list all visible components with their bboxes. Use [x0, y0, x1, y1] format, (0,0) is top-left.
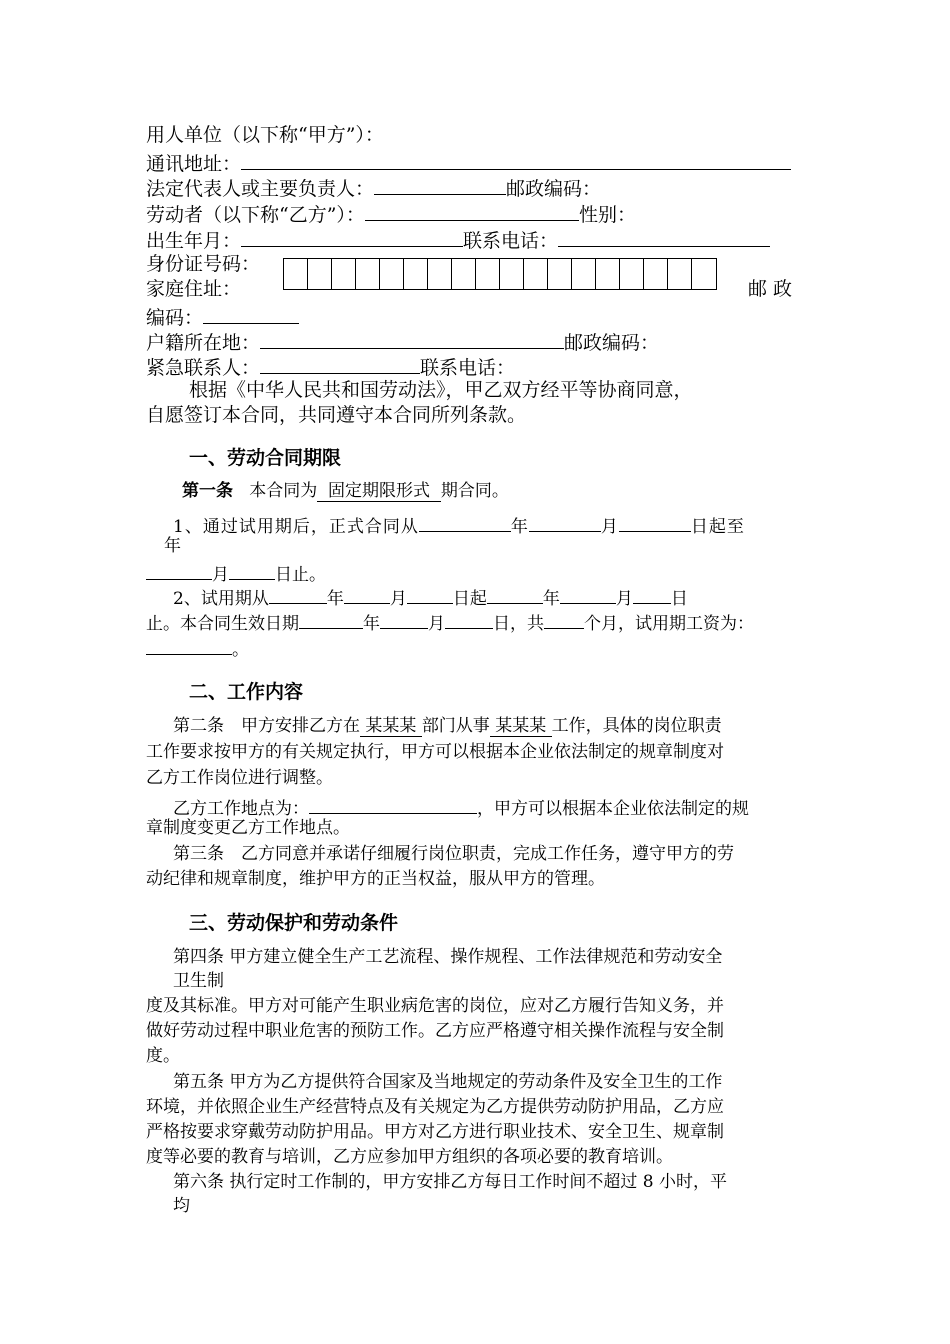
probation-end-month-blank[interactable]	[560, 586, 616, 604]
id-digit-box[interactable]	[332, 259, 356, 289]
id-digit-box[interactable]	[356, 259, 380, 289]
address-line: 通讯地址：	[146, 152, 791, 174]
household-line: 户籍所在地： 邮政编码：	[146, 332, 660, 354]
employer-line: 用人单位（以下称“甲方”）：	[146, 124, 384, 146]
article2-line1: 第二条 甲方安排乙方在 某某某 部门从事 某某某 工作，具体的岗位职责	[173, 716, 722, 736]
id-digit-box[interactable]	[692, 259, 716, 289]
probation-start-year-blank[interactable]	[269, 586, 327, 604]
emergency-blank[interactable]	[260, 356, 420, 374]
item1-line: 1、通过试用期后，正式合同从 年 月 日起至	[173, 514, 745, 536]
article5-line2: 环境，并依照企业生产经营特点及有关规定为乙方提供劳动防护用品，乙方应	[146, 1097, 724, 1117]
item2-line: 2、试用期从 年 月 日起 年 月 日	[173, 586, 688, 608]
effective-month-blank[interactable]	[380, 611, 428, 629]
birth-blank[interactable]	[241, 229, 463, 247]
probation-start-day-blank[interactable]	[407, 586, 453, 604]
id-digit-box[interactable]	[620, 259, 644, 289]
item1-end-line: 月 日止。	[146, 562, 326, 584]
phone-blank[interactable]	[558, 229, 770, 247]
article2-line3: 乙方工作岗位进行调整。	[146, 768, 333, 788]
id-digit-box[interactable]	[548, 259, 572, 289]
article5-line3: 严格按要求穿戴劳动防护用品。甲方对乙方进行职业技术、安全卫生、规章制	[146, 1122, 724, 1142]
department-value[interactable]: 某某某	[360, 716, 422, 736]
id-digit-box[interactable]	[500, 259, 524, 289]
postal-label-part1: 邮 政	[748, 278, 793, 300]
contract-type-value[interactable]: 固定期限形式	[317, 481, 441, 501]
id-digit-box[interactable]	[668, 259, 692, 289]
article3-line2: 动纪律和规章制度，维护甲方的正当权益，服从甲方的管理。	[146, 869, 605, 889]
probation-salary-blank[interactable]	[146, 637, 232, 655]
article4-line5: 度。	[146, 1046, 180, 1066]
article4-line4: 做好劳动过程中职业危害的预防工作。乙方应严格遵守相关操作流程与安全制	[146, 1021, 724, 1041]
legal-rep-line: 法定代表人或主要负责人： 邮政编码：	[146, 178, 602, 200]
article4-line1: 第四条 甲方建立健全生产工艺流程、操作规程、工作法律规范和劳动安全	[173, 947, 723, 967]
legal-rep-blank[interactable]	[374, 177, 506, 195]
intro-line1: 根据《中华人民共和国劳动法》，甲乙双方经平等协商同意，	[189, 379, 693, 401]
article5-line4: 度等必要的教育与培训，乙方应参加甲方组织的各项必要的教育培训。	[146, 1147, 673, 1167]
id-digit-box[interactable]	[380, 259, 404, 289]
effective-line: 止。本合同生效日期 年 月 日，共 个月，试用期工资为：	[146, 611, 754, 633]
id-number-boxes[interactable]	[283, 258, 717, 290]
article1-line: 第一条 本合同为 固定期限形式 期合同。	[182, 481, 509, 501]
address-blank[interactable]	[241, 152, 791, 170]
work-location-blank[interactable]	[309, 796, 477, 814]
section3-heading: 三、劳动保护和劳动条件	[189, 912, 399, 934]
formal-end-day-blank[interactable]	[229, 562, 275, 580]
article6-line1: 第六条 执行定时工作制的，甲方安排乙方每日工作时间不超过 8 小时，平	[173, 1172, 728, 1192]
birth-line: 出生年月： 联系电话：	[146, 229, 770, 251]
item1-year: 年	[164, 536, 181, 556]
probation-months-blank[interactable]	[544, 611, 584, 629]
id-digit-box[interactable]	[404, 259, 428, 289]
work-location-line2: 章制度变更乙方工作地点。	[146, 818, 350, 838]
work-location-line: 乙方工作地点为： ，甲方可以根据本企业依法制定的规	[173, 796, 749, 818]
article5-line1: 第五条 甲方为乙方提供符合国家及当地规定的劳动条件及安全卫生的工作	[173, 1072, 723, 1092]
id-digit-box[interactable]	[644, 259, 668, 289]
article2-line2: 工作要求按甲方的有关规定执行，甲方可以根据本企业依法制定的规章制度对	[146, 742, 724, 762]
id-digit-box[interactable]	[452, 259, 476, 289]
id-digit-box[interactable]	[572, 259, 596, 289]
id-digit-box[interactable]	[284, 259, 308, 289]
id-digit-box[interactable]	[524, 259, 548, 289]
probation-start-month-blank[interactable]	[344, 586, 390, 604]
formal-start-month-blank[interactable]	[529, 514, 601, 532]
postal-line: 编码：	[146, 306, 299, 328]
effective-day-blank[interactable]	[445, 611, 493, 629]
id-digit-box[interactable]	[308, 259, 332, 289]
home-address-label: 家庭住址：	[146, 278, 242, 300]
intro-line2: 自愿签订本合同，共同遵守本合同所列条款。	[146, 404, 527, 426]
salary-line: 。	[146, 637, 249, 659]
article3-line1: 第三条 乙方同意并承诺仔细履行岗位职责，完成工作任务，遵守甲方的劳	[173, 844, 734, 864]
id-number-label: 身份证号码：	[146, 253, 261, 275]
id-digit-box[interactable]	[428, 259, 452, 289]
formal-end-month-blank[interactable]	[146, 562, 212, 580]
probation-end-day-blank[interactable]	[633, 586, 671, 604]
job-value[interactable]: 某某某	[489, 716, 552, 736]
employee-line: 劳动者（以下称“乙方”）： 性别：	[146, 204, 636, 226]
article6-line2: 均	[173, 1196, 190, 1216]
probation-end-year-blank[interactable]	[487, 586, 543, 604]
formal-start-year-blank[interactable]	[419, 514, 511, 532]
employee-blank[interactable]	[365, 203, 579, 221]
article4-line2: 卫生制	[173, 971, 224, 991]
section2-heading: 二、工作内容	[189, 681, 304, 703]
id-digit-box[interactable]	[476, 259, 500, 289]
postal-blank[interactable]	[203, 306, 299, 324]
household-blank[interactable]	[260, 331, 564, 349]
section1-heading: 一、劳动合同期限	[189, 447, 342, 469]
formal-start-day-blank[interactable]	[619, 514, 691, 532]
emergency-line: 紧急联系人： 联系电话：	[146, 357, 516, 379]
id-digit-box[interactable]	[596, 259, 620, 289]
article4-line3: 度及其标准。甲方对可能产生职业病危害的岗位，应对乙方履行告知义务，并	[146, 996, 724, 1016]
effective-year-blank[interactable]	[299, 611, 363, 629]
